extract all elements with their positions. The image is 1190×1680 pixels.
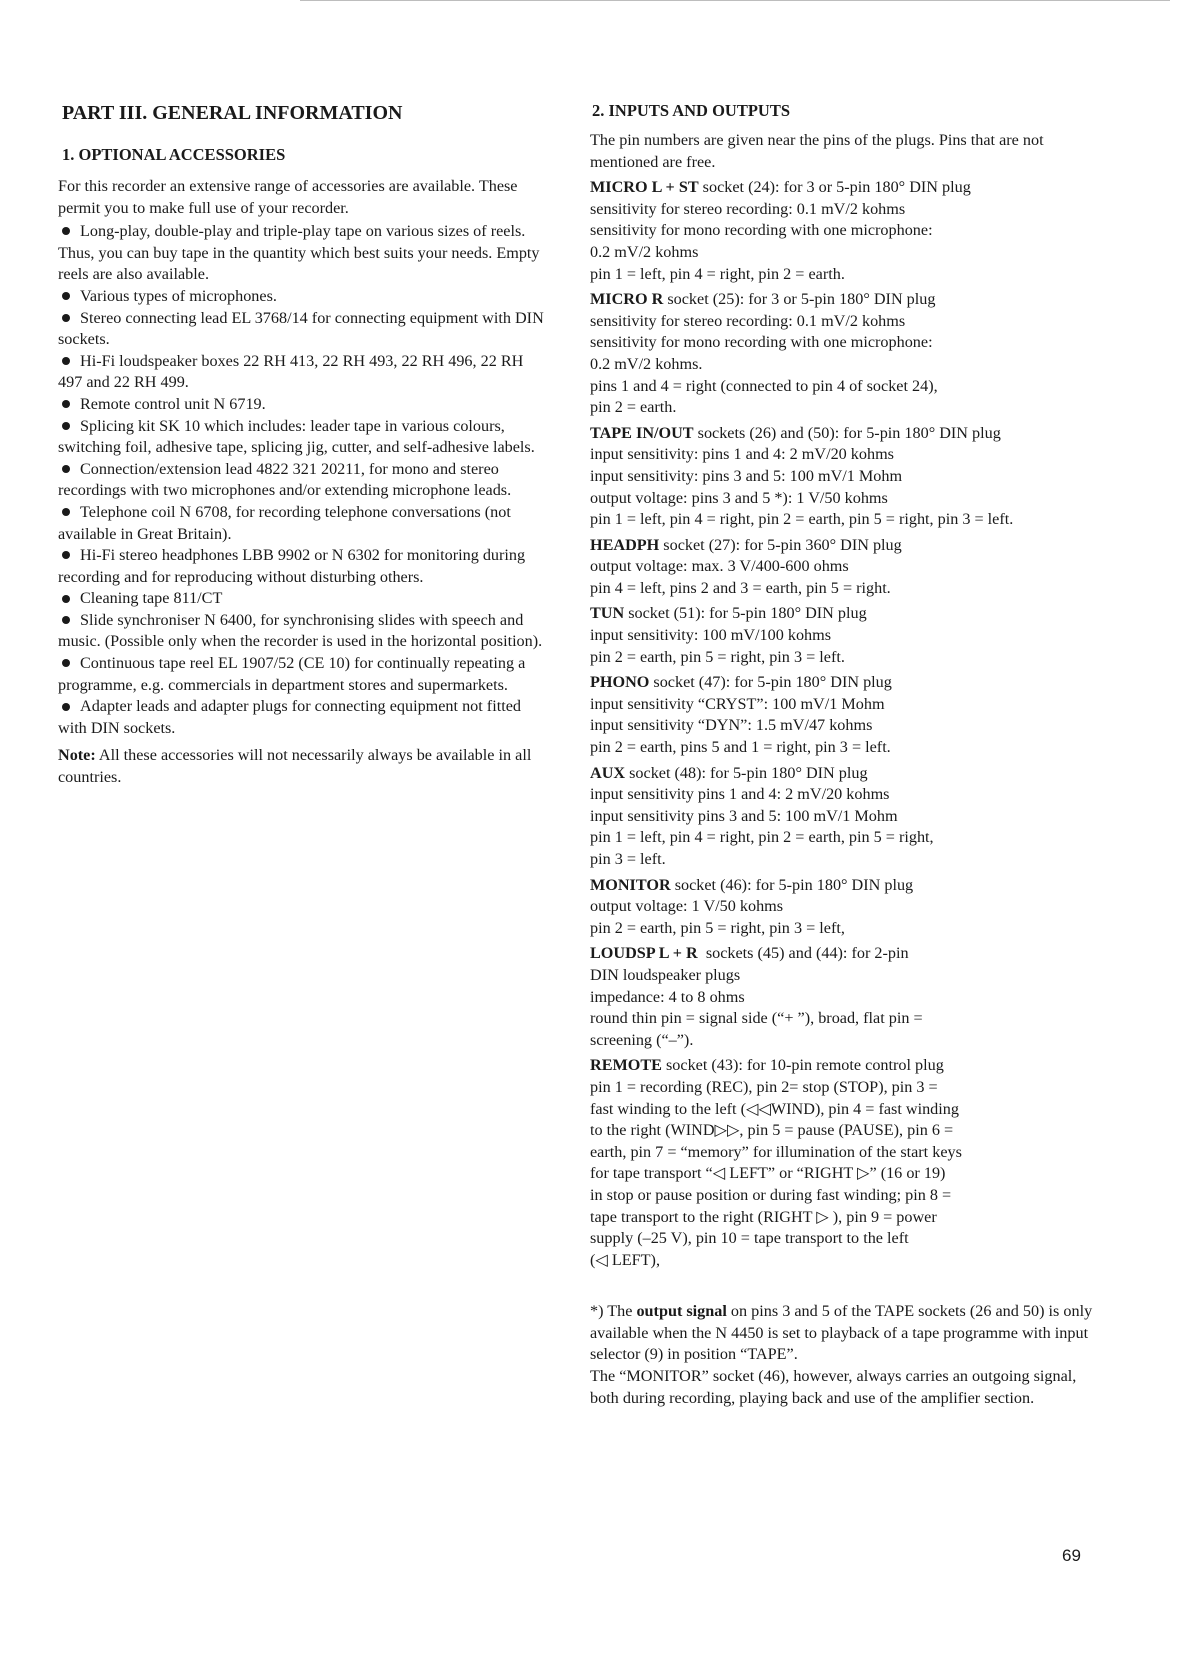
socket-spec-line: output voltage: pins 3 and 5 *): 1 V/50 kohms bbox=[590, 488, 888, 507]
socket-heading bbox=[590, 875, 1098, 897]
socket-spec-line: pin 3 = left. bbox=[590, 850, 666, 868]
socket-name: MICRO R bbox=[590, 290, 664, 309]
footnote-rest: on pins 3 and 5 of the TAPE sockets (26 and 50) is only available when the N 4450 is set to playback of a tape programme with input selector (9) in position “TAPE”. bbox=[590, 1302, 1093, 1364]
socket-spec-line: input sensitivity “DYN”: 1.5 mV/47 kohms bbox=[590, 716, 873, 735]
bullet-icon bbox=[62, 508, 70, 516]
scan-edge-line bbox=[300, 0, 1170, 1]
accessory-item bbox=[58, 308, 548, 351]
socket-spec-line: screening (“–”). bbox=[590, 1030, 694, 1049]
socket-entry bbox=[590, 423, 1098, 531]
socket-description: sockets (45) and (44): for 2-pin bbox=[697, 944, 909, 963]
left-column bbox=[58, 96, 548, 789]
socket-description: socket (43): for 10-pin remote control plug bbox=[661, 1056, 944, 1075]
socket-spec-line: supply (–25 V), pin 10 = tape transport to the left bbox=[590, 1229, 909, 1248]
socket-spec-line: input sensitivity: pins 1 and 4: 2 mV/20 kohms bbox=[590, 445, 894, 464]
socket-entry bbox=[590, 177, 1098, 285]
socket-entry bbox=[590, 289, 1098, 419]
socket-spec-line: pin 1 = left, pin 4 = right, pin 2 = earth, pin 5 = right, pin 3 = left. bbox=[590, 510, 1014, 529]
socket-spec-line: pin 2 = earth, pin 5 = right, pin 3 = left. bbox=[590, 647, 845, 666]
socket-spec-line: to the right (WIND▷▷, pin 5 = pause (PAUSE), pin 6 = bbox=[590, 1121, 954, 1140]
socket-heading bbox=[590, 763, 1098, 785]
bullet-icon bbox=[62, 357, 70, 365]
note-text: All these accessories will not necessarily always be available in all countries. bbox=[58, 746, 532, 787]
accessory-text: Connection/extension lead 4822 321 20211, for mono and stereo recordings with two microphones and/or extending microphone leads. bbox=[58, 459, 512, 500]
socket-description: socket (48): for 5-pin 180° DIN plug bbox=[625, 763, 868, 782]
socket-spec-line: 0.2 mV/2 kohms. bbox=[590, 354, 703, 373]
bullet-icon bbox=[62, 465, 70, 473]
bullet-icon bbox=[62, 422, 70, 430]
socket-spec-line: input sensitivity: pins 3 and 5: 100 mV/1 Mohm bbox=[590, 466, 903, 485]
bullet-icon bbox=[62, 616, 70, 624]
socket-heading bbox=[590, 289, 1098, 311]
socket-spec-line: output voltage: max. 3 V/400-600 ohms bbox=[590, 557, 849, 576]
socket-entry bbox=[590, 535, 1098, 600]
socket-heading bbox=[590, 177, 1098, 199]
accessory-text: Hi-Fi loudspeaker boxes 22 RH 413, 22 RH 493, 22 RH 496, 22 RH 497 and 22 RH 499. bbox=[58, 351, 524, 392]
accessory-item bbox=[58, 545, 548, 588]
socket-entry bbox=[590, 943, 1098, 1051]
socket-name: HEADPH bbox=[590, 535, 660, 554]
bullet-icon bbox=[62, 703, 70, 711]
accessory-text: Remote control unit N 6719. bbox=[80, 394, 266, 413]
accessory-text: Hi-Fi stereo headphones LBB 9902 or N 6302 for monitoring during recording and for reproducing without disturbing others. bbox=[58, 546, 526, 586]
accessory-item bbox=[58, 696, 548, 739]
socket-spec-line: input sensitivity pins 3 and 5: 100 mV/1 Mohm bbox=[590, 806, 898, 825]
accessory-item bbox=[58, 588, 548, 610]
socket-spec-line: (◁ LEFT), bbox=[590, 1250, 660, 1269]
socket-entry bbox=[590, 875, 1098, 940]
bullet-icon bbox=[62, 659, 70, 667]
footnote-paragraph bbox=[590, 1301, 1098, 1366]
accessory-text: Slide synchroniser N 6400, for synchronising slides with speech and music. (Possible only when the recorder is used in the horizontal position). bbox=[58, 610, 543, 651]
socket-spec-line: input sensitivity: 100 mV/100 kohms bbox=[590, 626, 832, 645]
socket-heading bbox=[590, 943, 1098, 965]
socket-entry bbox=[590, 603, 1098, 668]
socket-heading bbox=[590, 672, 1098, 694]
socket-spec-line: impedance: 4 to 8 ohms bbox=[590, 987, 745, 1006]
socket-heading bbox=[590, 1055, 1098, 1077]
socket-spec-line: DIN loudspeaker plugs bbox=[590, 965, 741, 984]
socket-spec-line: pin 1 = recording (REC), pin 2= stop (STOP), pin 3 = bbox=[590, 1077, 938, 1096]
accessory-text: Various types of microphones. bbox=[80, 286, 277, 305]
socket-name: MICRO L + ST bbox=[590, 178, 699, 197]
socket-spec-line: pin 4 = left, pins 2 and 3 = earth, pin 5 = right. bbox=[590, 578, 891, 597]
accessories-intro: For this recorder an extensive range of accessories are available. These permit you to make full use of your recorder. bbox=[58, 177, 518, 217]
page-number: 69 bbox=[1062, 1546, 1081, 1565]
socket-name: TUN bbox=[590, 604, 625, 623]
socket-description: socket (27): for 5-pin 360° DIN plug bbox=[659, 535, 902, 554]
socket-spec-line: tape transport to the right (RIGHT ▷ ), pin 9 = power bbox=[590, 1207, 937, 1226]
socket-spec-line: round thin pin = signal side (“+ ”), broad, flat pin = bbox=[590, 1009, 923, 1028]
accessory-text: Continuous tape reel EL 1907/52 (CE 10) for continually repeating a programme, e.g. commercials in department stores and supermarkets. bbox=[58, 654, 526, 694]
accessory-text: Splicing kit SK 10 which includes: leader tape in various colours, switching foil, adhesive tape, splicing jig, cutter, and self-adhesive labels. bbox=[58, 416, 535, 457]
socket-description: socket (46): for 5-pin 180° DIN plug bbox=[670, 875, 914, 894]
socket-description: socket (24): for 3 or 5-pin 180° DIN plug bbox=[698, 178, 971, 197]
socket-spec-line: sensitivity for stereo recording: 0.1 mV/2 kohms bbox=[590, 199, 906, 218]
bullet-icon bbox=[62, 292, 70, 300]
socket-spec-line: output voltage: 1 V/50 kohms bbox=[590, 897, 784, 916]
bullet-icon bbox=[62, 551, 70, 559]
accessory-item bbox=[58, 502, 548, 545]
socket-name: TAPE IN/OUT bbox=[590, 423, 694, 442]
socket-heading bbox=[590, 423, 1098, 445]
socket-name: PHONO bbox=[590, 673, 650, 692]
socket-spec-line: for tape transport “◁ LEFT” or “RIGHT ▷” (16 or 19) bbox=[590, 1164, 946, 1183]
accessory-item bbox=[58, 394, 548, 416]
socket-spec-line: input sensitivity pins 1 and 4: 2 mV/20 kohms bbox=[590, 785, 890, 804]
accessory-text: Adapter leads and adapter plugs for connecting equipment not fitted with DIN sockets. bbox=[58, 697, 521, 737]
socket-spec-line: input sensitivity “CRYST”: 100 mV/1 Mohm bbox=[590, 694, 885, 713]
bullet-icon bbox=[62, 314, 70, 322]
accessory-item bbox=[58, 653, 548, 696]
note-label: Note: bbox=[58, 746, 96, 765]
accessories-list bbox=[58, 221, 548, 739]
socket-description: socket (47): for 5-pin 180° DIN plug bbox=[649, 673, 892, 692]
socket-heading bbox=[590, 603, 1098, 625]
inputs-intro: The pin numbers are given near the pins of the plugs. Pins that are not mentioned are free. bbox=[590, 131, 1044, 171]
socket-spec-line: sensitivity for stereo recording: 0.1 mV/2 kohms bbox=[590, 311, 906, 330]
socket-spec-line: pins 1 and 4 = right (connected to pin 4 of socket 24), bbox=[590, 376, 938, 395]
socket-name: AUX bbox=[590, 763, 626, 782]
socket-description: socket (51): for 5-pin 180° DIN plug bbox=[624, 604, 867, 623]
accessory-item bbox=[58, 286, 548, 308]
socket-spec-line: 0.2 mV/2 kohms bbox=[590, 242, 699, 261]
bullet-icon bbox=[62, 400, 70, 408]
accessory-text: Stereo connecting lead EL 3768/14 for connecting equipment with DIN sockets. bbox=[58, 308, 544, 349]
socket-spec-line: pin 2 = earth. bbox=[590, 398, 677, 417]
part-title: PART III. GENERAL INFORMATION bbox=[62, 102, 403, 124]
socket-spec-line: pin 1 = left, pin 4 = right, pin 2 = earth. bbox=[590, 264, 845, 283]
socket-spec-line: pin 2 = earth, pins 5 and 1 = right, pin 3 = left. bbox=[590, 738, 891, 757]
section-title-accessories: 1. OPTIONAL ACCESSORIES bbox=[62, 145, 286, 164]
accessory-item bbox=[58, 416, 548, 459]
accessory-item bbox=[58, 610, 548, 653]
accessory-item bbox=[58, 459, 548, 502]
socket-spec-line: earth, pin 7 = “memory” for illumination of the start keys bbox=[590, 1142, 962, 1161]
socket-description: sockets (26) and (50): for 5-pin 180° DIN plug bbox=[693, 423, 1001, 442]
footnote-prefix: *) The bbox=[590, 1302, 637, 1321]
socket-spec-line: sensitivity for mono recording with one microphone: bbox=[590, 221, 933, 240]
accessory-text: Cleaning tape 811/CT bbox=[80, 589, 223, 608]
socket-heading bbox=[590, 535, 1098, 557]
accessories-note bbox=[58, 745, 548, 788]
socket-spec-line: sensitivity for mono recording with one microphone: bbox=[590, 333, 933, 352]
bullet-icon bbox=[62, 227, 70, 235]
socket-name: REMOTE bbox=[590, 1056, 662, 1075]
footnote-paragraph-2: The “MONITOR” socket (46), however, always carries an outgoing signal, both during recording, playing back and use of the amplifier section. bbox=[590, 1367, 1077, 1407]
socket-spec-line: pin 1 = left, pin 4 = right, pin 2 = earth, pin 5 = right, bbox=[590, 828, 934, 847]
bullet-icon bbox=[62, 595, 70, 603]
section-title-inputs-outputs: 2. INPUTS AND OUTPUTS bbox=[592, 101, 791, 120]
socket-entry bbox=[590, 672, 1098, 758]
socket-spec-line: in stop or pause position or during fast winding; pin 8 = bbox=[590, 1185, 952, 1204]
socket-list bbox=[590, 177, 1098, 1271]
socket-entry bbox=[590, 763, 1098, 871]
socket-spec-line: pin 2 = earth, pin 5 = right, pin 3 = left, bbox=[590, 918, 845, 937]
footnote-bold: output signal bbox=[636, 1302, 727, 1321]
right-column bbox=[590, 96, 1098, 1409]
accessory-item bbox=[58, 351, 548, 394]
accessory-text: Telephone coil N 6708, for recording telephone conversations (not available in Great Britain). bbox=[58, 502, 511, 543]
socket-description: socket (25): for 3 or 5-pin 180° DIN plug bbox=[663, 290, 936, 309]
accessory-item bbox=[58, 221, 548, 286]
socket-name: LOUDSP L + R bbox=[590, 944, 698, 963]
accessory-text: Long-play, double-play and triple-play tape on various sizes of reels. Thus, you can buy tape in the quantity which best suits your needs. Empty reels are also available. bbox=[58, 222, 540, 284]
socket-entry bbox=[590, 1055, 1098, 1271]
footnote bbox=[590, 1301, 1098, 1409]
socket-name: MONITOR bbox=[590, 875, 671, 894]
socket-spec-line: fast winding to the left (◁◁WIND), pin 4 = fast winding bbox=[590, 1099, 959, 1118]
